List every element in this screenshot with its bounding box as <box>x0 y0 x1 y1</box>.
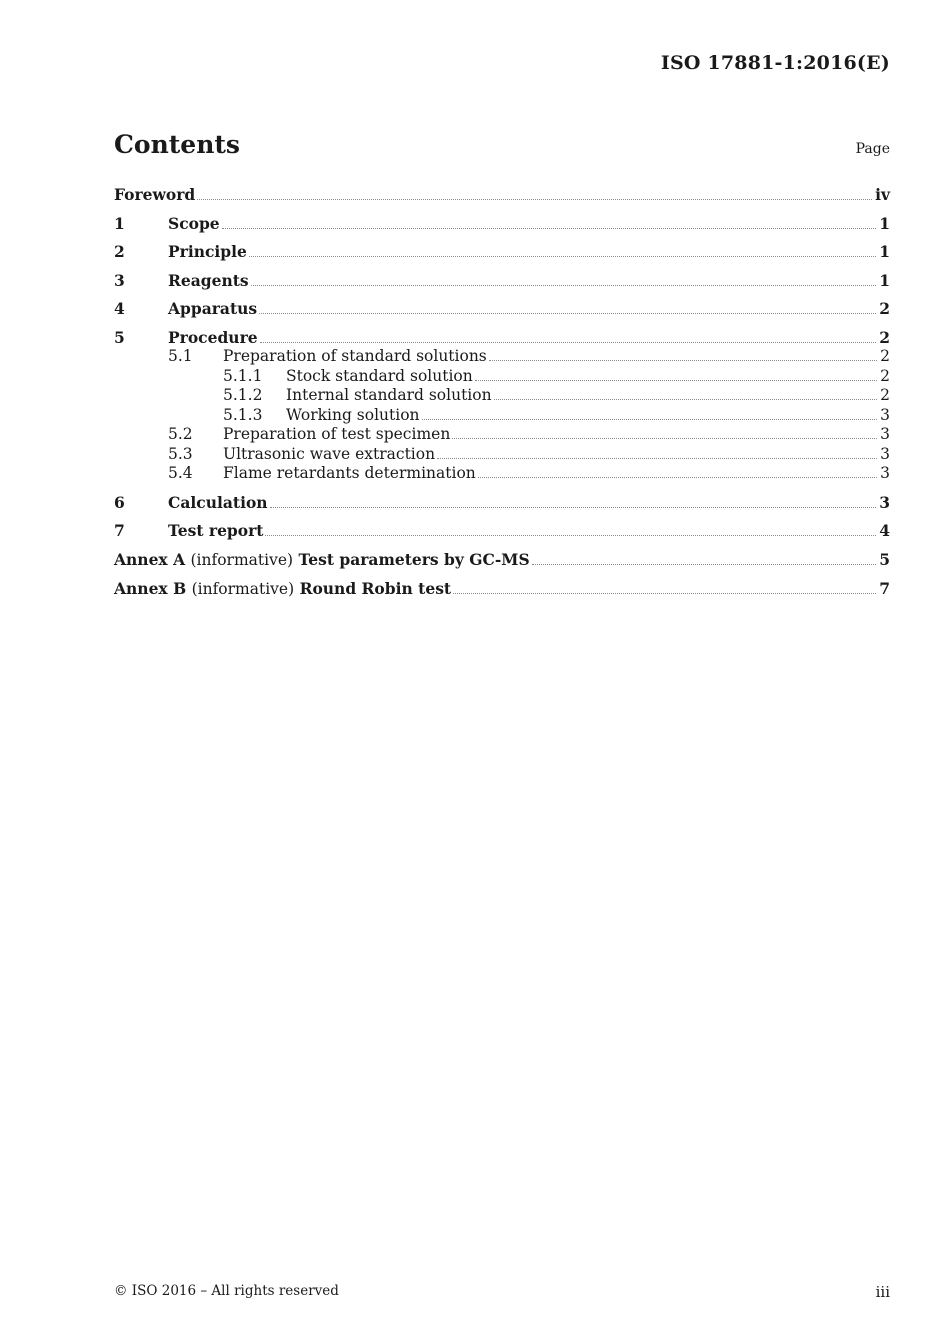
toc-entry-5-4[interactable] <box>114 464 890 484</box>
toc-label: Flame retardants determination <box>223 464 476 482</box>
toc-page: 1 <box>879 213 890 233</box>
toc-page: 3 <box>880 405 890 424</box>
toc-number: 5.1.2 <box>223 386 263 404</box>
toc-label: Internal standard solution <box>286 386 492 404</box>
toc-label: Working solution <box>286 405 420 424</box>
toc-page: 3 <box>880 464 890 482</box>
page-number: iii <box>875 1283 890 1301</box>
toc-entry-procedure[interactable] <box>114 328 890 348</box>
toc-entry-annex-a[interactable] <box>114 550 890 571</box>
toc-label: Procedure <box>168 327 258 347</box>
toc-number: 3 <box>114 270 125 290</box>
toc-label: Principle <box>168 242 247 261</box>
toc-page: 2 <box>879 299 890 318</box>
toc-entry-scope[interactable] <box>114 214 890 234</box>
toc-page: 7 <box>879 579 890 598</box>
dot-leader <box>197 195 872 200</box>
toc-entry-apparatus[interactable] <box>114 299 890 319</box>
dot-leader <box>260 338 877 343</box>
toc-number: 5.1.1 <box>223 366 263 385</box>
copyright-notice: © ISO 2016 – All rights reserved <box>114 1283 339 1299</box>
toc-label: Reagents <box>168 270 249 290</box>
dot-leader <box>422 415 878 420</box>
toc-entry-5-1-1[interactable] <box>114 367 890 387</box>
toc-page: 3 <box>880 425 890 443</box>
toc-entry-5-3[interactable] <box>114 445 890 465</box>
toc-number: 5.4 <box>168 464 193 482</box>
toc-label: Preparation of standard solutions <box>223 347 487 365</box>
toc-entry-5-1[interactable] <box>114 347 890 367</box>
dot-leader <box>478 473 877 478</box>
toc-page: 3 <box>879 492 890 512</box>
toc-label: Ultrasonic wave extraction <box>223 444 436 463</box>
toc-number: 4 <box>114 299 125 318</box>
toc-entry-test-report[interactable] <box>114 521 890 541</box>
annex-type: (informative) <box>190 550 294 569</box>
toc-page: 2 <box>880 386 890 404</box>
dot-leader <box>270 503 877 508</box>
toc-entry-principle[interactable] <box>114 242 890 262</box>
toc-number: 1 <box>114 213 125 233</box>
toc-entry-calculation[interactable] <box>114 493 890 513</box>
toc-entry-5-2[interactable] <box>114 425 890 445</box>
toc-page: 3 <box>880 444 890 463</box>
toc-page: iv <box>875 185 890 204</box>
toc-label: Test report <box>168 521 264 540</box>
toc-label: Calculation <box>168 492 268 512</box>
toc-number: 5 <box>114 327 125 347</box>
dot-leader <box>532 560 877 565</box>
toc-page: 2 <box>879 327 890 347</box>
annex-id: Annex B <box>114 579 187 598</box>
toc-page: 1 <box>879 242 890 261</box>
toc-entry-annex-b[interactable] <box>114 579 890 600</box>
dot-leader <box>259 309 876 314</box>
dot-leader <box>251 281 877 286</box>
toc-page: 5 <box>879 549 890 569</box>
document-id: ISO 17881-1:2016(E) <box>660 52 890 74</box>
dot-leader <box>489 356 877 361</box>
toc-number: 5.1.3 <box>223 405 263 424</box>
toc-number: 7 <box>114 521 125 540</box>
page-footer <box>114 1283 890 1301</box>
annex-title: Round Robin test <box>299 579 452 598</box>
toc-entry-reagents[interactable] <box>114 271 890 291</box>
toc-number: 2 <box>114 242 125 261</box>
table-of-contents <box>114 185 890 600</box>
toc-label: Apparatus <box>168 299 258 318</box>
dot-leader <box>475 376 877 381</box>
toc-label: Stock standard solution <box>286 366 473 385</box>
toc-label: Foreword <box>114 185 196 204</box>
dot-leader <box>453 589 876 594</box>
annex-title: Test parameters by GC-MS <box>298 549 530 569</box>
toc-label: Scope <box>168 213 220 233</box>
toc-page: 2 <box>880 347 890 365</box>
dot-leader <box>452 434 877 439</box>
contents-header <box>114 130 890 159</box>
page-column-label: Page <box>855 141 890 157</box>
toc-page: 1 <box>879 270 890 290</box>
annex-type: (informative) <box>191 580 295 598</box>
toc-page: 4 <box>879 521 890 540</box>
toc-entry-foreword[interactable] <box>114 185 890 205</box>
dot-leader <box>265 531 876 536</box>
toc-entry-5-1-3[interactable] <box>114 406 890 426</box>
dot-leader <box>222 224 877 229</box>
dot-leader <box>249 252 876 257</box>
toc-number: 6 <box>114 492 125 512</box>
toc-number: 5.1 <box>168 347 193 365</box>
toc-label: Preparation of test specimen <box>223 425 451 443</box>
toc-page: 2 <box>880 366 890 385</box>
dot-leader <box>494 395 878 400</box>
annex-id: Annex A <box>114 549 186 569</box>
dot-leader <box>437 454 877 459</box>
contents-title: Contents <box>114 130 241 159</box>
toc-number: 5.3 <box>168 444 193 463</box>
toc-number: 5.2 <box>168 425 193 443</box>
toc-entry-5-1-2[interactable] <box>114 386 890 406</box>
